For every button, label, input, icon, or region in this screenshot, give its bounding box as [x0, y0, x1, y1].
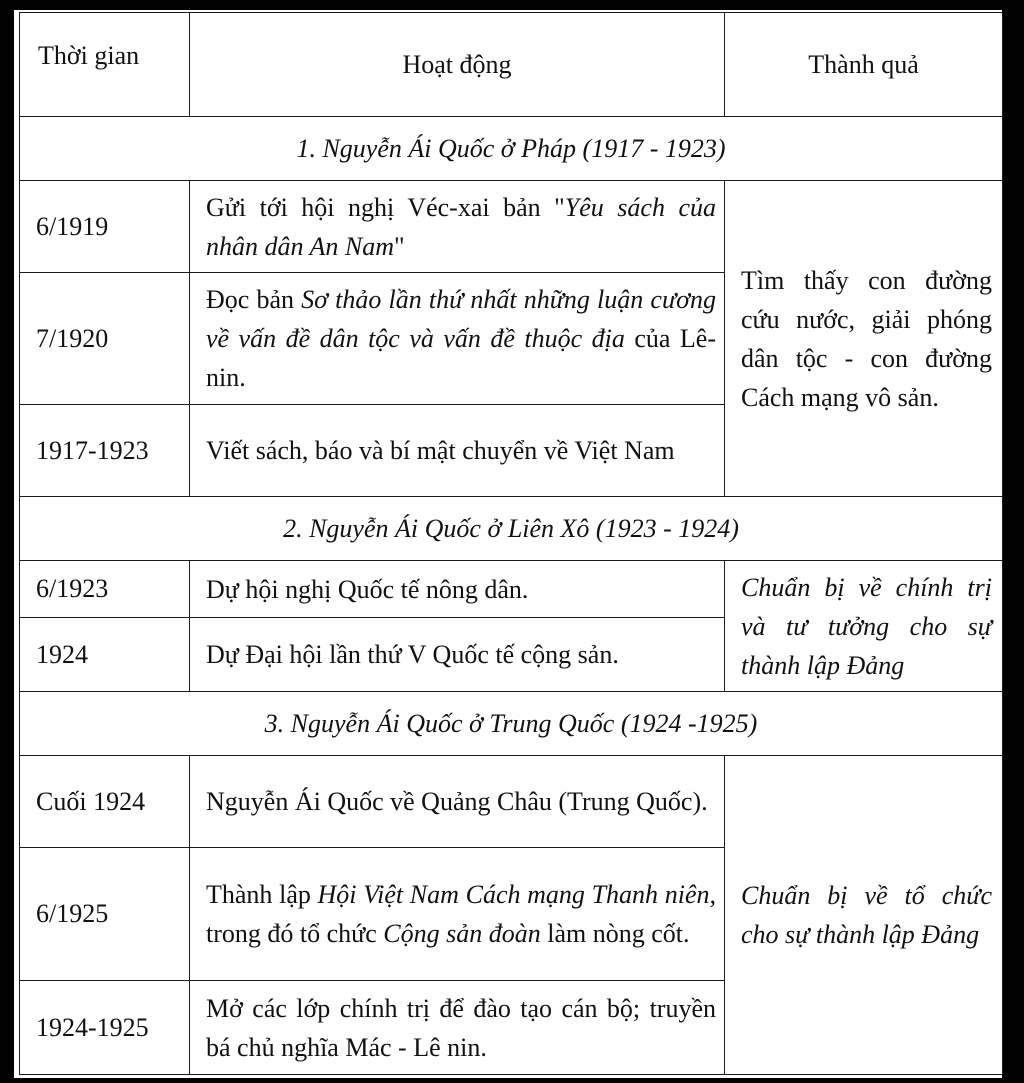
- text-segment: trong đó tổ chức: [206, 919, 384, 948]
- text-segment: của Lê-nin.: [206, 324, 716, 392]
- text-segment: Dự Đại hội lần thứ V Quốc tế cộng sản.: [206, 640, 619, 669]
- time-cell: 7/1920: [20, 273, 190, 405]
- header-activity: Hoạt động: [190, 13, 725, 117]
- time-cell: Cuối 1924: [20, 756, 190, 848]
- table-row: [20, 561, 1003, 618]
- history-table: [19, 12, 1003, 1075]
- time-cell: 1924-1925: [20, 981, 190, 1075]
- section-title: 3. Nguyễn Ái Quốc ở Trung Quốc (1924 -1925): [20, 692, 1003, 756]
- section-title: 1. Nguyễn Ái Quốc ở Pháp (1917 - 1923): [20, 117, 1003, 181]
- activity-cell: [190, 756, 725, 848]
- result-cell: Chuẩn bị về tổ chức cho sự thành lập Đảng: [725, 756, 1003, 1075]
- activity-cell: [190, 561, 725, 618]
- section-title: 2. Nguyễn Ái Quốc ở Liên Xô (1923 - 1924): [20, 497, 1003, 561]
- italic-text: Sơ thảo lần thứ nhất những luận cương về vấn đề dân tộc và vấn đề thuộc địa: [206, 285, 717, 353]
- text-segment: Đọc bản: [206, 285, 302, 314]
- header-row: [20, 13, 1003, 117]
- time-cell: 1917-1923: [20, 405, 190, 497]
- section-row: [20, 497, 1003, 561]
- text-segment: Dự hội nghị Quốc tế nông dân.: [206, 574, 529, 604]
- table-row: [20, 756, 1003, 848]
- activity-cell: [190, 405, 725, 497]
- text-segment: ": [394, 231, 405, 261]
- text-segment: làm nòng cốt.: [540, 919, 690, 948]
- activity-cell: [190, 181, 725, 273]
- table-row: [20, 181, 1003, 273]
- activity-cell: [190, 618, 725, 692]
- activity-cell: [190, 848, 725, 981]
- time-cell: 6/1925: [20, 848, 190, 981]
- result-cell: Tìm thấy con đường cứu nước, giải phóng dân tộc - con đường Cách mạng vô sản.: [725, 181, 1003, 497]
- text-segment: Nguyễn Ái Quốc về Quảng Châu (Trung Quốc).: [206, 787, 708, 816]
- header-time: Thời gian: [20, 13, 190, 117]
- section-row: [20, 692, 1003, 756]
- time-cell: 6/1923: [20, 561, 190, 618]
- activity-cell: [190, 981, 725, 1075]
- text-segment: Mở các lớp chính trị để đào tạo cán bộ; truyền bá chủ nghĩa Mác - Lê nin.: [206, 993, 716, 1062]
- activity-cell: [190, 273, 725, 405]
- italic-text: Cộng sản đoàn: [383, 919, 541, 948]
- section-row: [20, 117, 1003, 181]
- header-result: Thành quả: [725, 13, 1003, 117]
- document-page: [14, 10, 1002, 1078]
- text-segment: Viết sách, báo và bí mật chuyển về Việt Nam: [206, 436, 675, 465]
- time-cell: 6/1919: [20, 181, 190, 273]
- italic-text: Yêu sách của nhân dân An Nam: [206, 192, 717, 261]
- italic-text: Hội Việt Nam Cách mạng Thanh niên,: [317, 880, 716, 909]
- time-cell: 1924: [20, 618, 190, 692]
- text-segment: Gửi tới hội nghị Véc-xai bản ": [206, 192, 565, 222]
- text-segment: Thành lập: [206, 880, 318, 909]
- result-cell: Chuẩn bị về chính trị và tư tưởng cho sự thành lập Đảng: [725, 561, 1003, 692]
